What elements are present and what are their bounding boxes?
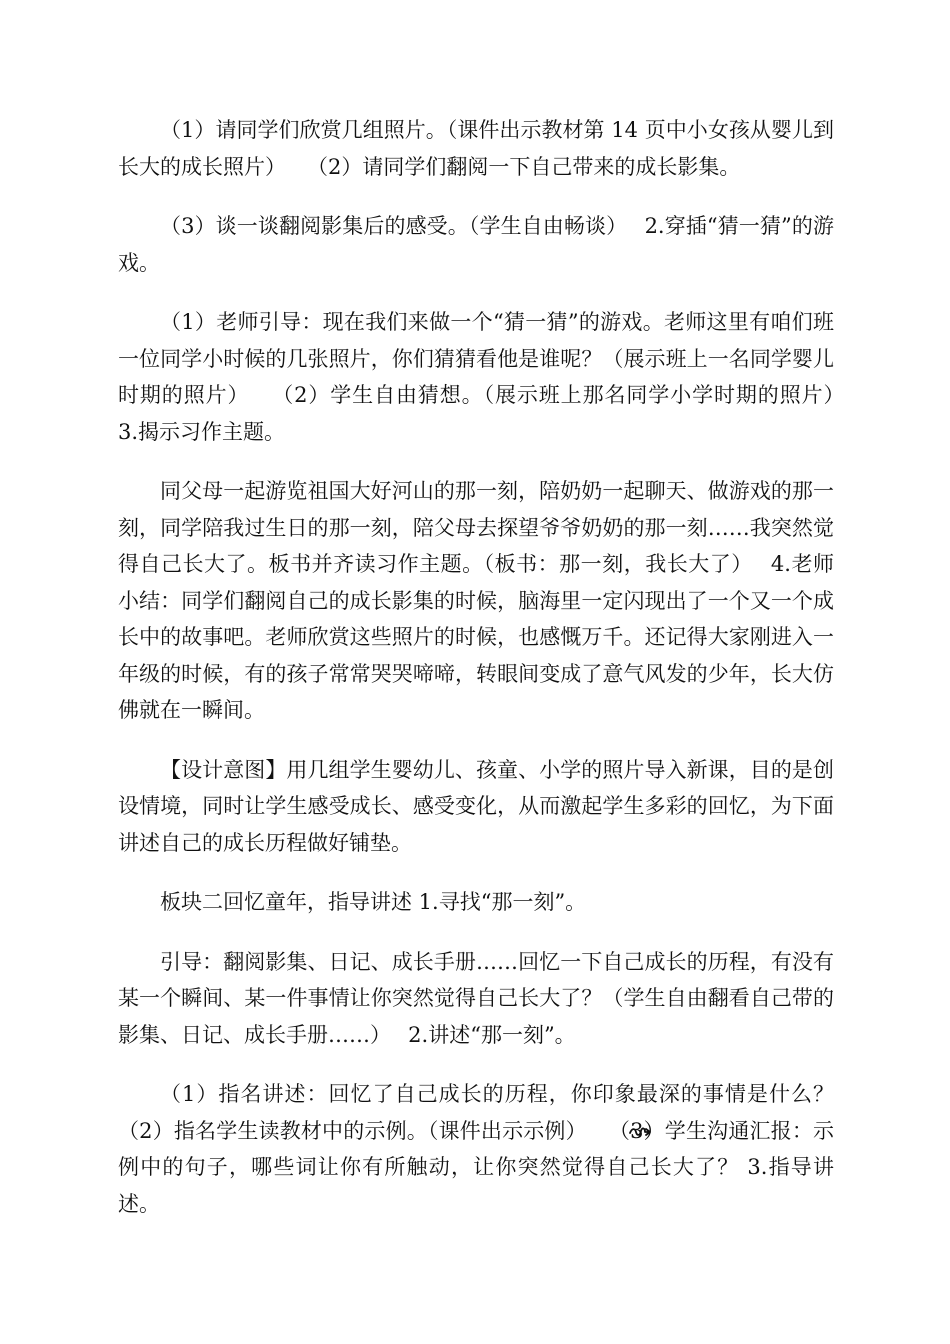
paragraph-last xyxy=(118,1076,834,1222)
scribble-icon xyxy=(587,1114,609,1128)
paragraph-section-two: 板块二回忆童年，指导讲述 1.寻找“那一刻”。 xyxy=(160,890,587,914)
document-body xyxy=(118,112,862,1245)
paragraph-design-intent: 【设计意图】用几组学生婴幼儿、孩童、小学的照片导入新课，目的是创设情境，同时让学生感受成长、感受变化，从而激起学生多彩的回忆，为下面讲述自己的成长历程做好铺垫。 xyxy=(118,757,834,855)
paragraph-3: （1）老师引导：现在我们来做一个“猜一猜”的游戏。老师这里有咱们班一位同学小时候的几张照片，你们猜猜看他是谁呢？（展示班上一名同学婴儿时期的照片） （2）学生自由猜想。（展示班上那名同学小学时期的照片） 3.揭示习作主题。 xyxy=(118,310,862,444)
paragraph-guide: 引导：翻阅影集、日记、成长手册……回忆一下自己成长的历程，有没有某一个瞬间、某一件事情让你突然觉得自己长大了？（学生自由翻看自己带的影集、日记、成长手册……） 2.讲述“那一刻”。 xyxy=(118,949,834,1047)
paragraph-2: （3）谈一谈翻阅影集后的感受。（学生自由畅谈） 2.穿插“猜一猜”的游戏。 xyxy=(118,214,834,275)
paragraph-4: 同父母一起游览祖国大好河山的那一刻，陪奶奶一起聊天、做游戏的那一刻，同学陪我过生日的那一刻，陪父母去探望爷爷奶奶的那一刻……我突然觉得自己长大了。板书并齐读习作主题。（板书：那一刻，我长大了） 4.老师小结：同学们翻阅自己的成长影集的时候，脑海里一定闪现出了一个又一个成长中的故事吧。老师欣赏这些照片的时候，也感慨万千。还记得大家刚进入一年级的时候，有的孩子常常哭哭啼啼，转眼间变成了意气风发的少年，长大仿佛就在一瞬间。 xyxy=(118,479,834,722)
paragraph-last-part1: （1）指名讲述：回忆了自己成长的历程，你印象最深的事情是什么？（2）指名学生读教材中的示例。（课件出示示例） xyxy=(118,1082,834,1143)
paragraph-1: （1）请同学们欣赏几组照片。（课件出示教材第 14 页中小女孩从婴儿到长大的成长照片） （2）请同学们翻阅一下自己带来的成长影集。 xyxy=(118,118,834,179)
paragraph-last-part2: （3）学生沟通汇报：示例中的句子，哪些词让你有所触动，让你突然觉得自己长大了？ 3.指导讲述。 xyxy=(118,1118,834,1216)
